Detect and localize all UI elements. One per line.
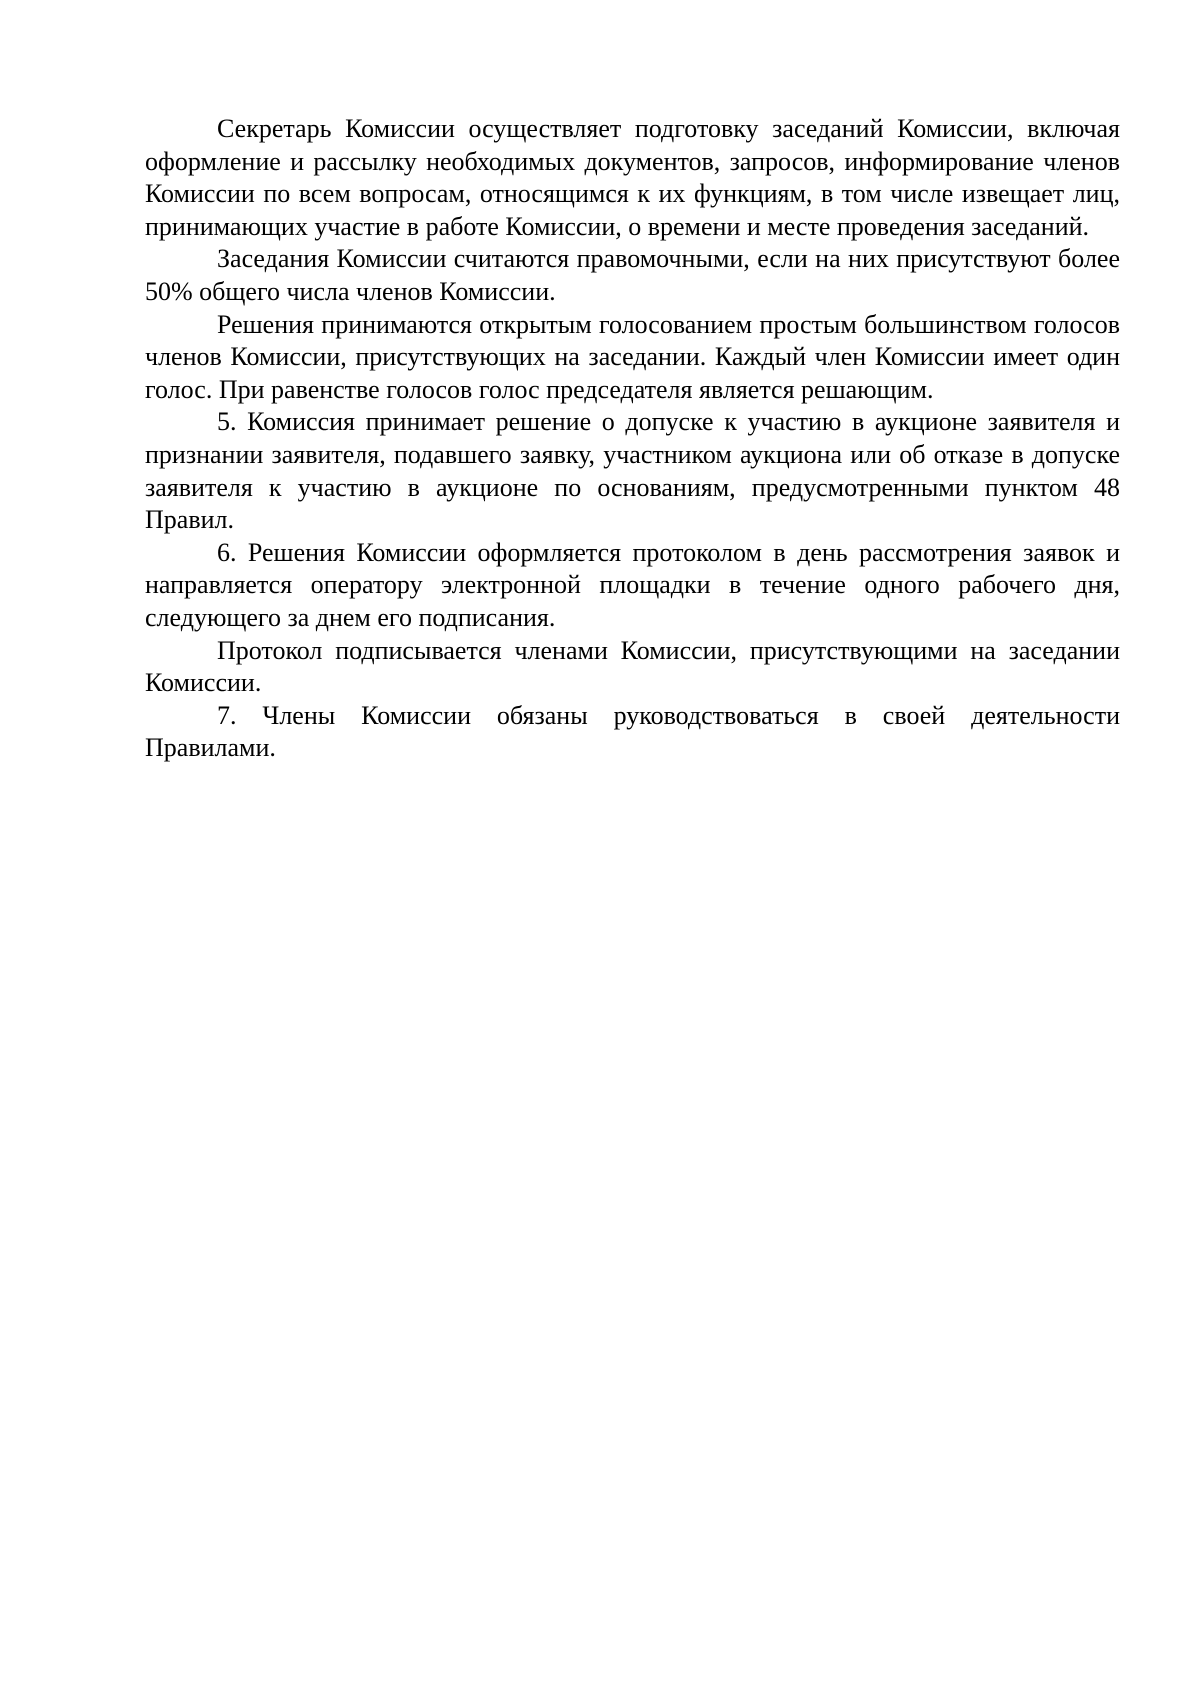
paragraph-item-6: 6. Решения Комиссии оформляется протоколом в день рассмотрения заявок и направляется оператору электронной площадки в течение одного рабочего дня, следующего за днем его подписания.	[145, 537, 1120, 632]
paragraph-item-5: 5. Комиссия принимает решение о допуске к участию в аукционе заявителя и признании заявителя, подавшего заявку, участником аукциона или об отказе в допуске заявителя к участию в аукционе по основаниям, предусмотренными пунктом 48 Правил.	[145, 407, 1120, 535]
paragraph-item-7: 7. Члены Комиссии обязаны руководствоваться в своей деятельности Правилами.	[145, 700, 1120, 763]
paragraph-voting: Решения принимаются открытым голосованием простым большинством голосов членов Комиссии, присутствующих на заседании. Каждый член Комиссии имеет один голос. При равенстве голосов голос председателя является решающим.	[145, 309, 1120, 404]
paragraph-quorum: Заседания Комиссии считаются правомочными, если на них присутствуют более 50% общего числа членов Комиссии.	[145, 244, 1120, 306]
paragraph-secretary-duties: Секретарь Комиссии осуществляет подготовку заседаний Комиссии, включая оформление и рассылку необходимых документов, запросов, информирование членов Комиссии по всем вопросам, относящимся к их функциям, в том числе извещает лиц, принимающих участие в работе Комиссии, о времени и месте проведения заседаний.	[145, 114, 1120, 241]
paragraph-protocol-signing: Протокол подписывается членами Комиссии, присутствующими на заседании Комиссии.	[145, 635, 1120, 698]
document-body	[145, 113, 1120, 765]
